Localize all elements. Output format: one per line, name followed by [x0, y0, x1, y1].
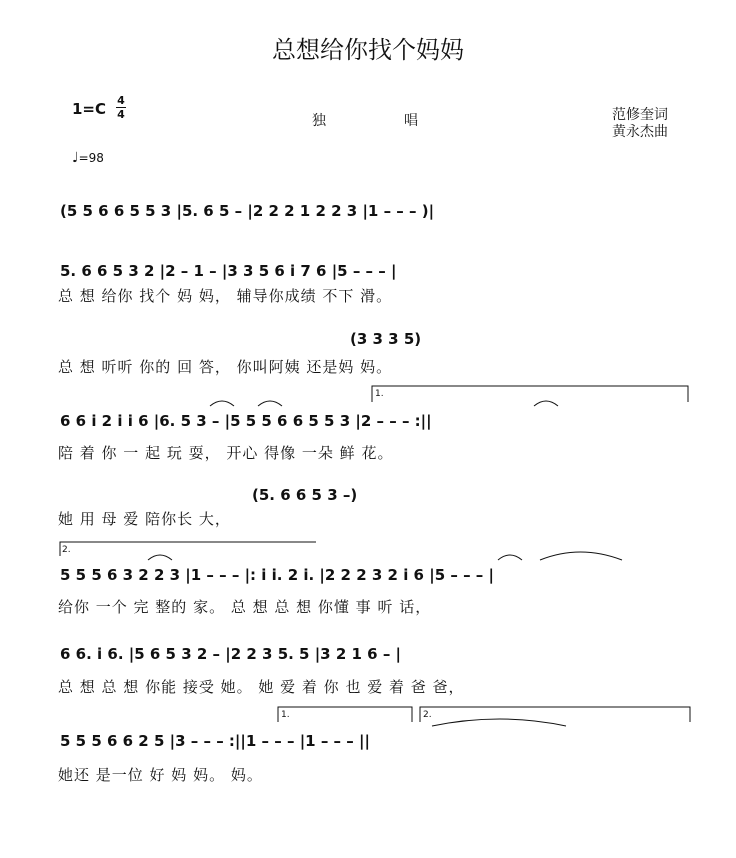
lyrics-row-6: 给你 一个 完 整的 家。 总 想 总 想 你懂 事 听 话，	[58, 598, 432, 616]
notation-row-4: 6 6 i 2 i i 6 |6. 5 3 – |5 5 5 6 6 5 5 3 |2 – – – :||	[60, 412, 432, 430]
lyrics-row-4: 陪 着 你 一 起 玩 耍， 开心 得像 一朵 鲜 花。	[58, 444, 394, 462]
lyricist-credit: 范修奎词	[612, 107, 668, 123]
notation-row-1: (5 5 6 6 5 5 3 |5. 6 5 – |2 2 2 1 2 2 3 |1 – – – )|	[60, 202, 435, 220]
notation-row-8: 5 5 5 6 6 2 5 |3 – – – :||1 – – – |1 – – – ||	[60, 732, 370, 750]
tie-4	[148, 555, 172, 560]
tie-7	[432, 719, 566, 726]
tie-5	[498, 555, 522, 560]
notation-row-6: 5 5 5 6 3 2 2 3 |1 – – – |: i i. 2 i. |2 2 2 3 2 i 6 |5 – – – |	[60, 566, 495, 584]
volta-bracket-3	[278, 707, 412, 722]
lyrics-row-3: 总 想 听听 你的 回 答， 你叫阿姨 还是妈 妈。	[58, 358, 393, 376]
tie-3	[534, 401, 558, 406]
time-signature-bottom: 4	[117, 108, 125, 121]
time-signature-top: 4	[117, 94, 125, 107]
tie-2	[258, 401, 282, 406]
notation-row-2: 5. 6 6 5 3 2 |2 – 1 – |3 3 5 6 i 7 6 |5 – – – |	[60, 262, 397, 280]
volta-bracket-2	[60, 542, 316, 556]
composer-credit: 黄永杰曲	[612, 124, 668, 140]
tie-1	[210, 401, 234, 406]
tempo-value: =98	[78, 151, 104, 165]
lyrics-row-8: 她还 是一位 好 妈 妈。 妈。	[58, 766, 263, 784]
ending-label-2: 2.	[62, 545, 71, 555]
performance-char-2: 唱	[404, 113, 418, 129]
tie-6	[540, 552, 622, 560]
song-title: 总想给你找个妈妈	[272, 36, 464, 64]
volta-bracket-1	[372, 386, 688, 402]
performance-char-1: 独	[312, 113, 326, 129]
ending-label-3: 1.	[281, 710, 290, 720]
notation-row-7: 6 6. i 6. |5 6 5 3 2 – |2 2 3 5. 5 |3 2 1 6 – |	[60, 645, 402, 663]
key-signature: 1=C	[72, 100, 107, 118]
ending-label-1: 1.	[375, 389, 384, 399]
lyrics-row-2: 总 想 给你 找个 妈 妈， 辅导你成绩 不下 滑。	[58, 287, 393, 305]
ending-label-4: 2.	[423, 710, 432, 720]
volta-bracket-4	[420, 707, 690, 722]
lyrics-row-7: 总 想 总 想 你能 接受 她。 她 爱 着 你 也 爱 着 爸 爸，	[58, 678, 465, 696]
lyrics-row-5: 她 用 母 爱 陪你长 大，	[58, 510, 231, 528]
quarter-note-icon: ♩	[72, 150, 79, 166]
notation-row-5: (5. 6 6 5 3 –)	[252, 486, 358, 504]
notation-row-3: (3 3 3 5)	[350, 330, 422, 348]
